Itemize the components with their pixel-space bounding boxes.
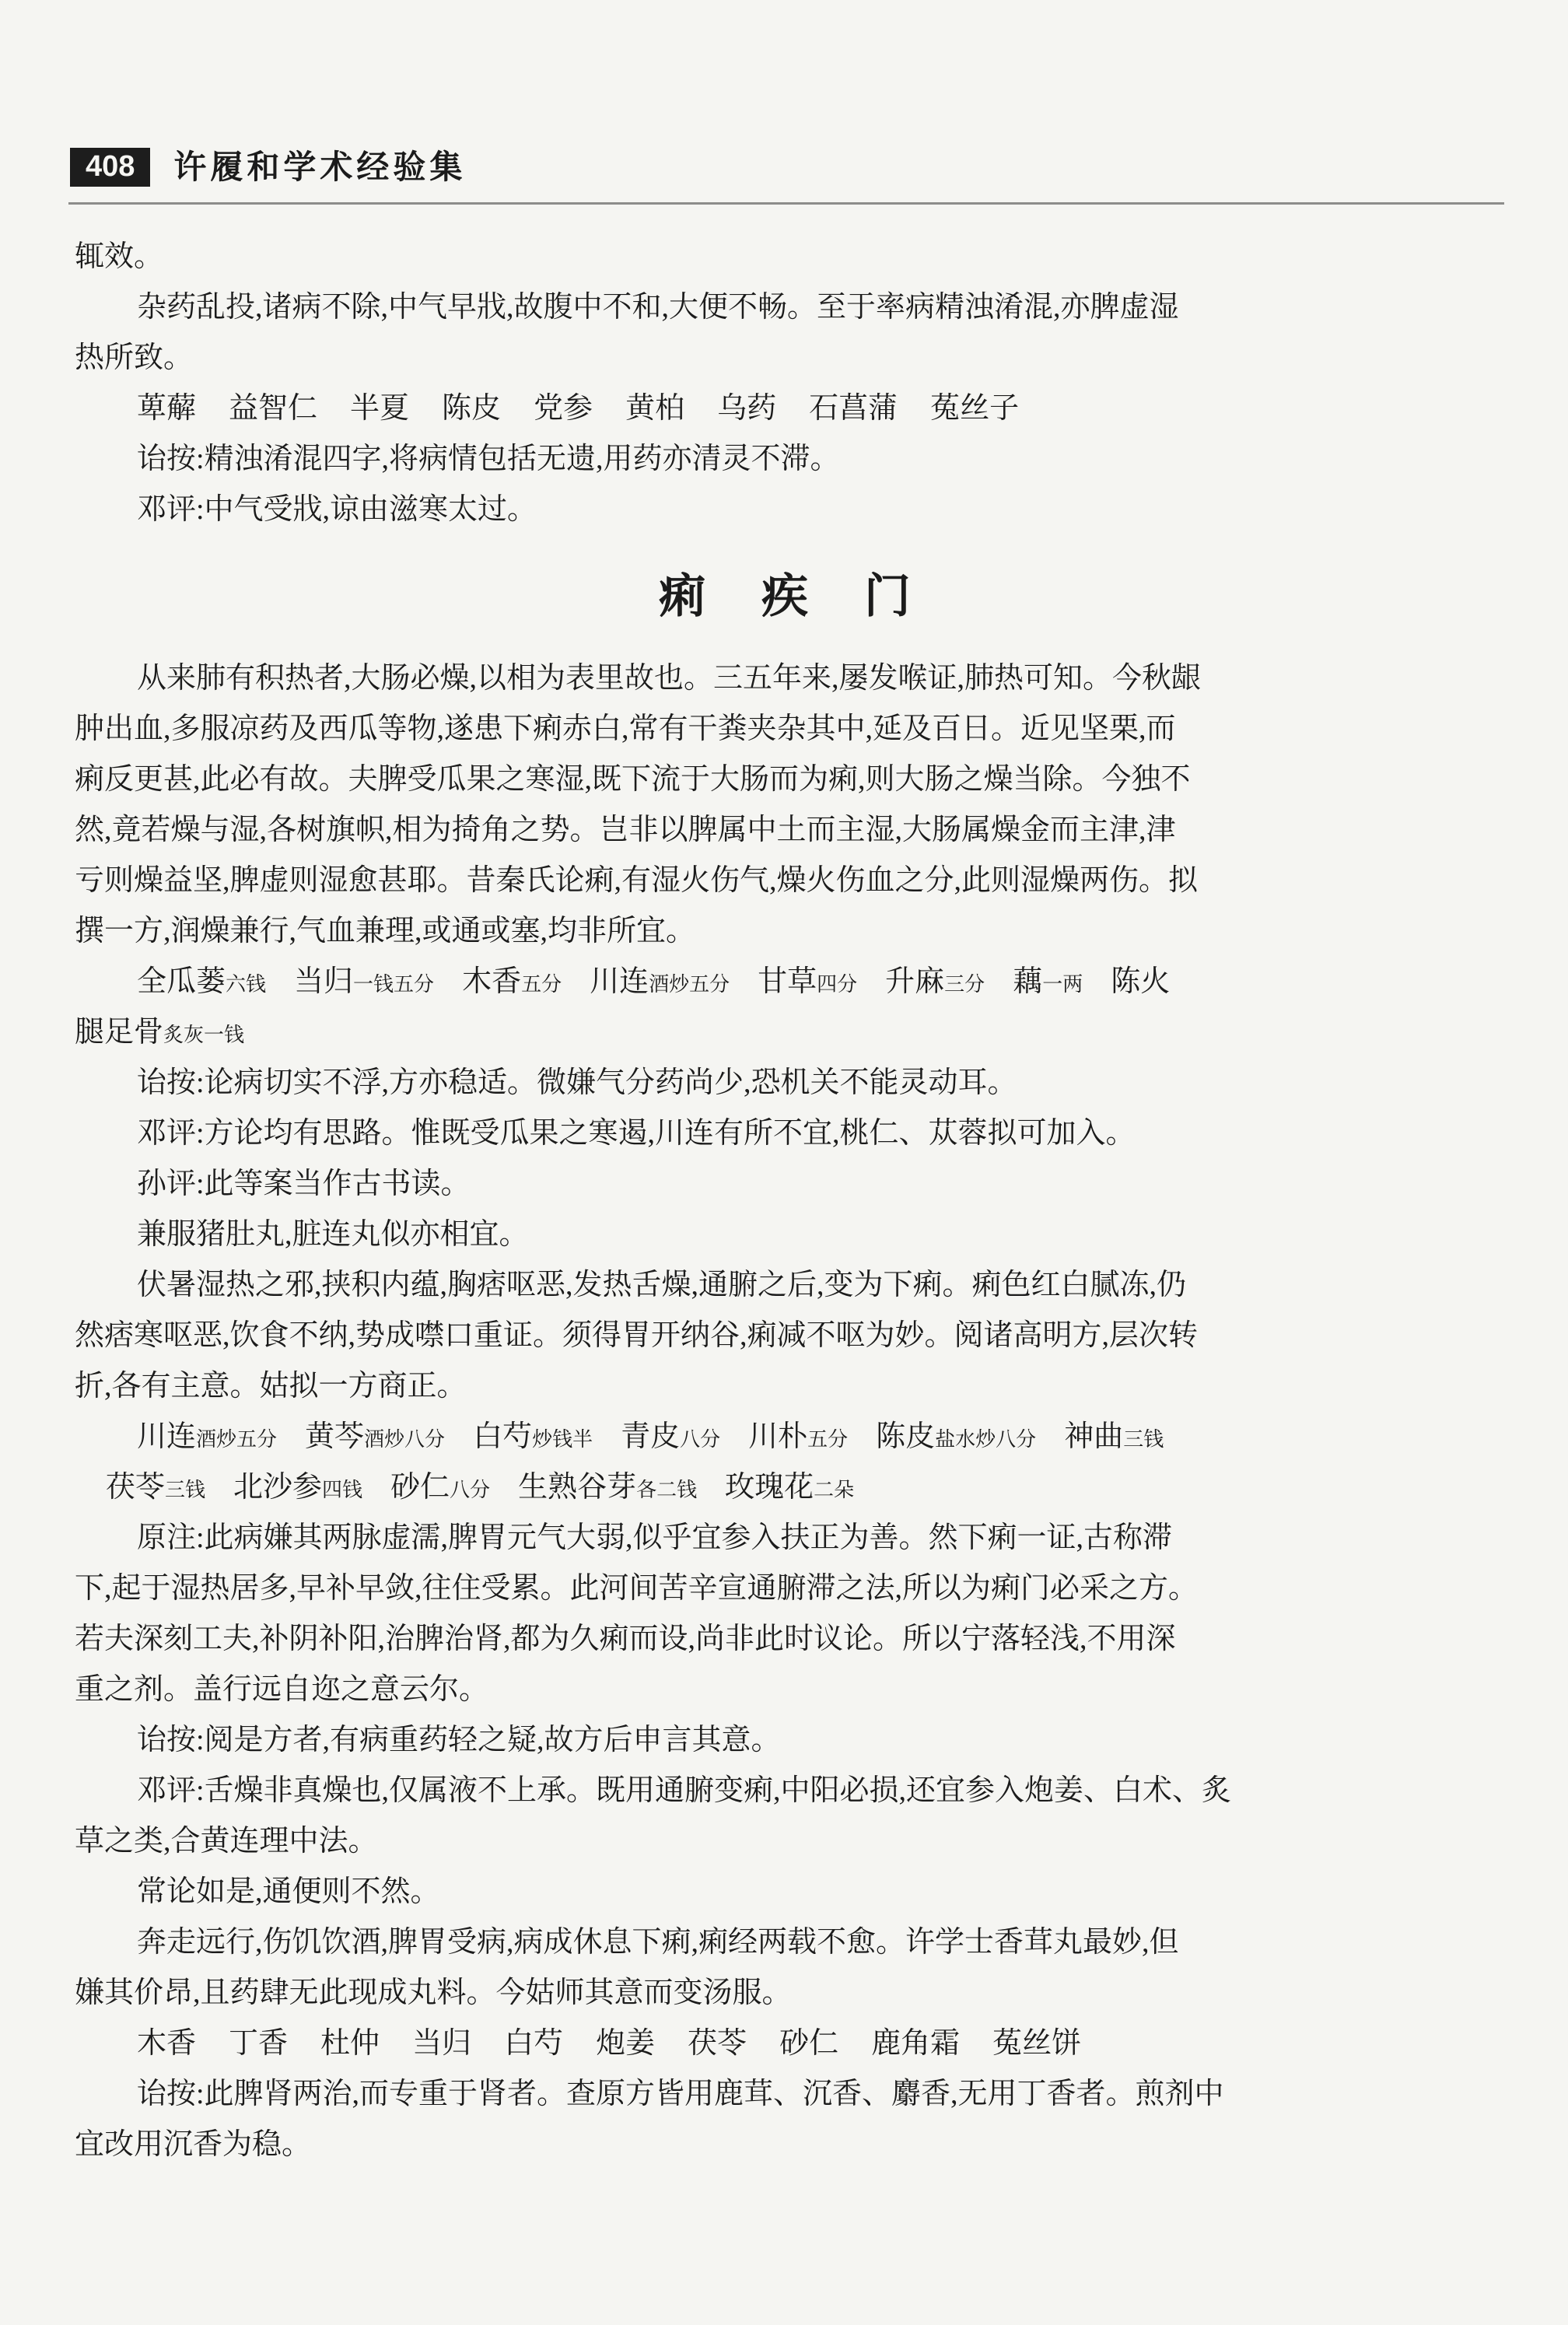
text-line: 邓评:方论均有思路。惟既受瓜果之寒遏,川连有所不宜,桃仁、苁蓉拟可加入。 <box>137 1117 1136 1150</box>
text-line: 常论如是,通便则不然。 <box>137 1875 440 1908</box>
herb-quantity: 四分 <box>817 973 858 996</box>
herb-name: 甘草 <box>758 965 817 998</box>
text-line <box>75 383 1500 434</box>
text-line: 辄效。 <box>75 240 164 273</box>
text-line: 然,竟若燥与湿,各树旗帜,相为掎角之势。岂非以脾属中土而主湿,大肠属燥金而主津,津 <box>75 814 1176 846</box>
text-line: 诒按:精浊淆混四字,将病情包括无遗,用药亦清灵不滞。 <box>137 443 840 475</box>
herb-name: 川朴 <box>748 1420 808 1453</box>
text-line: 宜改用沉香为稳。 <box>75 2128 312 2161</box>
herb-with-quantity <box>106 1471 205 1504</box>
text-line: 伏暑湿热之邪,挟积内蕴,胸痞呕恶,发热舌燥,通腑之后,变为下痢。痢色红白腻冻,仍 <box>137 1269 1187 1301</box>
herb-name: 茯苓 <box>106 1471 166 1504</box>
text-line <box>75 1412 1500 1462</box>
herb-with-quantity <box>1111 965 1170 998</box>
herb-name: 陈火 <box>1111 965 1171 998</box>
text-line: 兼服猪肚丸,脏连丸似亦相宜。 <box>137 1218 529 1251</box>
text-line: 然痞寒呕恶,饮食不纳,势成噤口重证。须得胃开纳谷,痢减不呕为妙。阅诸高明方,层次转 <box>75 1319 1199 1352</box>
herb-quantity: 酒炒五分 <box>649 973 730 996</box>
herb-with-quantity <box>233 1471 362 1504</box>
herb-name: 杜仲 <box>320 2027 380 2060</box>
herb-name: 石菖蒲 <box>809 392 898 425</box>
header-rule <box>68 202 1504 205</box>
herb-with-quantity <box>1013 965 1083 998</box>
page-header <box>70 148 1501 187</box>
text-line: 杂药乱投,诸病不除,中气早戕,故腹中不和,大便不畅。至于率病精浊淆混,亦脾虚湿 <box>137 291 1179 324</box>
herb-quantity: 五分 <box>807 1428 849 1451</box>
herb-quantity: 一两 <box>1042 973 1083 996</box>
text-line <box>75 957 1500 1007</box>
herb-with-quantity <box>294 965 434 998</box>
herb-name: 青皮 <box>621 1420 681 1453</box>
herb-name: 萆薢 <box>137 392 197 425</box>
herb-name: 益智仁 <box>229 392 318 425</box>
herb-name: 砂仁 <box>779 2027 839 2060</box>
text-line: 下,起于湿热居多,早补早敛,往住受累。此河间苦辛宣通腑滞之法,所以为痢门必采之方。 <box>75 1572 1199 1605</box>
text-line: 重之剂。盖行远自迩之意云尔。 <box>75 1673 489 1706</box>
herb-quantity: 盐水炒八分 <box>935 1428 1037 1451</box>
text-line: 诒按:此脾肾两治,而专重于肾者。查原方皆用鹿茸、沉香、麝香,无用丁香者。煎剂中 <box>137 2078 1224 2110</box>
herb-with-quantity <box>462 965 562 998</box>
text-line <box>75 1462 1500 1513</box>
herb-name: 陈皮 <box>442 392 502 425</box>
herb-name: 炮姜 <box>596 2027 656 2060</box>
text-line: 痢反更甚,此必有故。夫脾受瓜果之寒湿,既下流于大肠而为痢,则大肠之燥当除。今独不 <box>75 763 1191 796</box>
herb-with-quantity <box>75 1016 244 1049</box>
herb-quantity: 三钱 <box>1123 1428 1164 1451</box>
text-line: 孙评:此等案当作古书读。 <box>137 1168 471 1200</box>
herb-quantity: 六钱 <box>226 973 267 996</box>
herb-with-quantity <box>621 1420 720 1453</box>
herb-quantity: 三钱 <box>165 1479 206 1501</box>
book-title: 许履和学术经验集 <box>173 149 467 185</box>
herb-with-quantity <box>305 1420 445 1453</box>
text-line: 热所致。 <box>75 341 194 374</box>
text-line: 若夫深刻工夫,补阴补阳,治脾治肾,都为久痢而设,尚非此时议论。所以宁落轻浅,不用深 <box>75 1623 1176 1655</box>
herb-name: 藕 <box>1013 965 1043 998</box>
herb-quantity: 二朵 <box>814 1479 855 1501</box>
herb-name: 白芍 <box>473 1420 533 1453</box>
herb-quantity: 三分 <box>944 973 985 996</box>
herb-quantity: 一钱五分 <box>353 973 435 996</box>
herb-name: 北沙参 <box>233 1471 323 1504</box>
herb-with-quantity <box>725 1471 854 1504</box>
herb-name: 乌药 <box>717 392 777 425</box>
page-number-badge <box>70 148 150 187</box>
herb-name: 白芍 <box>504 2027 564 2060</box>
herb-quantity: 八分 <box>450 1479 491 1501</box>
herb-name: 神曲 <box>1064 1420 1124 1453</box>
herb-name: 川连 <box>137 1420 197 1453</box>
herb-name: 鹿角霜 <box>871 2027 961 2060</box>
text-line: 撰一方,润燥兼行,气血兼理,或通或塞,均非所宜。 <box>75 915 696 947</box>
herb-name: 当归 <box>412 2027 472 2060</box>
herb-name: 川连 <box>590 965 649 998</box>
text-line: 从来肺有积热者,大肠必燥,以相为表里故也。三五年来,屡发喉证,肺热可知。今秋龈 <box>137 662 1202 695</box>
herb-name: 全瓜蒌 <box>137 965 226 998</box>
text-line: 诒按:阅是方者,有病重药轻之疑,故方后申言其意。 <box>137 1724 781 1756</box>
text-line <box>75 1007 1500 1058</box>
page-body <box>75 232 1500 2170</box>
text-line: 折,各有主意。姑拟一方商正。 <box>75 1370 467 1402</box>
herb-name: 菟丝饼 <box>992 2027 1082 2060</box>
herb-name: 丁香 <box>229 2027 289 2060</box>
herb-name: 砂仁 <box>390 1471 450 1504</box>
text-line: 嫌其价昂,且药肆无此现成丸料。今姑师其意而变汤服。 <box>75 1977 792 2009</box>
herb-name: 木香 <box>137 2027 197 2060</box>
herb-with-quantity <box>885 965 985 998</box>
herb-name: 升麻 <box>885 965 945 998</box>
herb-quantity: 酒炒五分 <box>196 1428 278 1451</box>
herb-quantity: 四钱 <box>322 1479 363 1501</box>
text-line: 奔走远行,伤饥饮酒,脾胃受病,病成休息下痢,痢经两载不愈。许学士香茸丸最妙,但 <box>137 1926 1179 1959</box>
herb-name: 茯苓 <box>688 2027 747 2060</box>
text-line: 邓评:中气受戕,谅由滋寒太过。 <box>137 493 537 526</box>
text-line: 原注:此病嫌其两脉虚濡,脾胃元气大弱,似乎宜参入扶正为善。然下痢一证,古称滞 <box>137 1521 1173 1554</box>
herb-with-quantity <box>876 1420 1036 1453</box>
herb-with-quantity <box>758 965 857 998</box>
text-line: 亏则燥益坚,脾虚则湿愈甚耶。昔秦氏论痢,有湿火伤气,燥火伤血之分,此则湿燥两伤。拟 <box>75 864 1199 897</box>
section-title: 痢 疾 门 <box>659 571 915 622</box>
herb-with-quantity <box>390 1471 490 1504</box>
text-line: 邓评:舌燥非真燥也,仅属液不上承。既用通腑变痢,中阳必损,还宜参入炮姜、白术、炙 <box>137 1774 1232 1807</box>
herb-with-quantity <box>137 1420 277 1453</box>
text-line: 诒按:论病切实不浮,方亦稳适。微嫌气分药尚少,恐机关不能灵动耳。 <box>137 1066 1017 1099</box>
herb-name: 黄柏 <box>625 392 685 425</box>
herb-name: 党参 <box>534 392 593 425</box>
herb-name: 菟丝子 <box>930 392 1020 425</box>
herb-name: 玫瑰花 <box>725 1471 814 1504</box>
herb-name: 陈皮 <box>876 1420 936 1453</box>
herb-with-quantity <box>590 965 730 998</box>
herb-with-quantity <box>137 965 266 998</box>
herb-with-quantity <box>473 1420 593 1453</box>
herb-quantity: 炙灰一钱 <box>163 1024 245 1046</box>
herb-with-quantity <box>1064 1420 1164 1453</box>
herb-name: 黄芩 <box>305 1420 365 1453</box>
herb-quantity: 八分 <box>680 1428 721 1451</box>
herb-name: 当归 <box>294 965 354 998</box>
herb-quantity: 五分 <box>521 973 562 996</box>
herb-with-quantity <box>518 1471 697 1504</box>
herb-name: 木香 <box>462 965 522 998</box>
herb-quantity: 酒炒八分 <box>364 1428 446 1451</box>
herb-name: 腿足骨 <box>75 1016 164 1049</box>
text-line: 肿出血,多服凉药及西瓜等物,遂患下痢赤白,常有干粪夹杂其中,延及百日。近见坚栗,而 <box>75 713 1176 745</box>
text-line: 草之类,合黄连理中法。 <box>75 1825 378 1858</box>
herb-quantity: 各二钱 <box>636 1479 698 1501</box>
herb-with-quantity <box>748 1420 848 1453</box>
text-line <box>75 2019 1500 2069</box>
herb-name: 半夏 <box>350 392 410 425</box>
page-number: 408 <box>86 150 135 183</box>
herb-name: 生熟谷芽 <box>518 1471 637 1504</box>
herb-quantity: 炒钱半 <box>532 1428 593 1451</box>
